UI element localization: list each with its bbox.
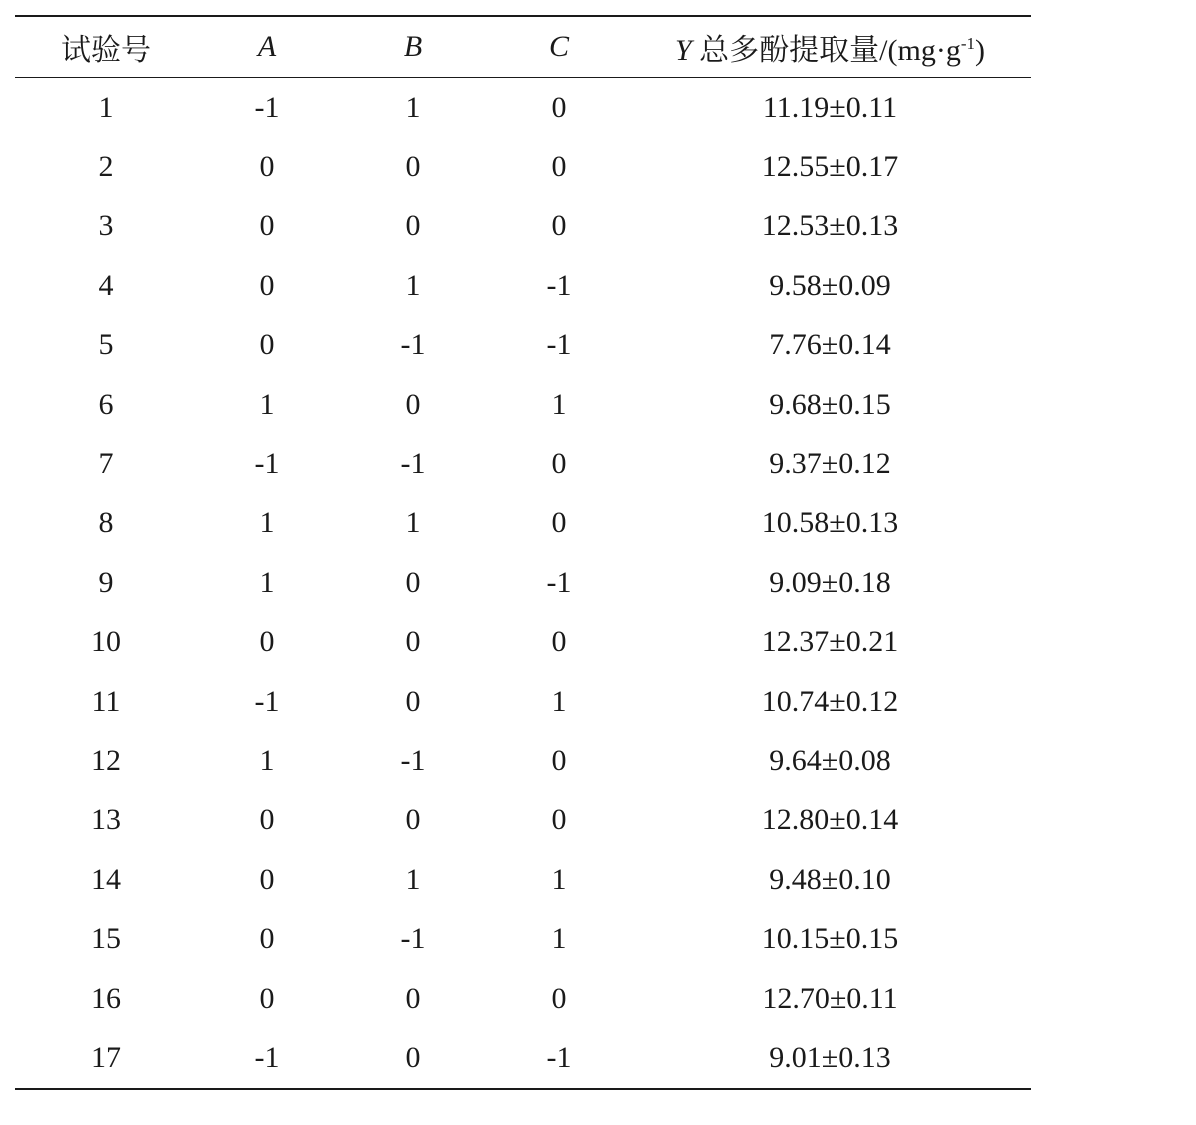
cell-response-y: 12.70±0.11 xyxy=(762,981,898,1015)
cell-run-no: 7 xyxy=(98,447,114,481)
table-body xyxy=(15,78,1031,1089)
cell-factor-a: 1 xyxy=(259,387,275,421)
header-factor-b: B xyxy=(403,30,423,63)
cell-factor-c: 1 xyxy=(551,684,567,718)
cell-factor-a: 0 xyxy=(259,625,275,659)
cell-factor-b: 1 xyxy=(405,862,421,896)
cell-run-no: 17 xyxy=(91,1040,121,1074)
cell-factor-c: 0 xyxy=(551,447,567,481)
header-y-label: 总多酚提取量/(mg·g xyxy=(691,34,961,67)
cell-run-no: 1 xyxy=(98,90,114,124)
cell-factor-b: -1 xyxy=(400,922,426,956)
cell-factor-a: 1 xyxy=(259,743,275,777)
cell-factor-c: 0 xyxy=(551,209,567,243)
cell-factor-b: 0 xyxy=(405,150,421,184)
table-row xyxy=(15,672,1031,731)
cell-run-no: 8 xyxy=(98,506,114,540)
cell-factor-a: -1 xyxy=(254,684,280,718)
cell-factor-a: 0 xyxy=(259,150,275,184)
cell-factor-a: 1 xyxy=(259,565,275,599)
cell-factor-a: 0 xyxy=(259,328,275,362)
header-row xyxy=(15,16,1031,78)
cell-factor-a: -1 xyxy=(254,447,280,481)
results-table xyxy=(15,15,1031,1090)
cell-factor-a: 0 xyxy=(259,862,275,896)
cell-response-y: 12.80±0.14 xyxy=(761,803,899,837)
cell-run-no: 16 xyxy=(91,981,121,1015)
cell-factor-b: 0 xyxy=(405,1040,421,1074)
table-row xyxy=(15,553,1031,612)
table-row xyxy=(15,850,1031,909)
cell-factor-c: 1 xyxy=(551,922,567,956)
header-factor-a: A xyxy=(257,30,277,63)
cell-factor-a: 0 xyxy=(259,268,275,302)
cell-run-no: 9 xyxy=(98,565,114,599)
cell-response-y: 12.53±0.13 xyxy=(761,209,899,243)
cell-factor-b: 0 xyxy=(405,565,421,599)
table-header xyxy=(15,16,1031,78)
cell-factor-b: 0 xyxy=(405,625,421,659)
cell-response-y: 10.15±0.15 xyxy=(761,922,899,956)
cell-factor-a: -1 xyxy=(254,90,280,124)
table-row xyxy=(15,434,1031,493)
table-row xyxy=(15,197,1031,256)
cell-factor-a: 0 xyxy=(259,981,275,1015)
cell-factor-c: 0 xyxy=(551,981,567,1015)
cell-factor-c: -1 xyxy=(546,268,572,302)
cell-factor-b: 1 xyxy=(405,506,421,540)
cell-response-y: 9.58±0.09 xyxy=(769,268,891,302)
cell-run-no: 5 xyxy=(98,328,114,362)
table-row xyxy=(15,1028,1031,1088)
cell-factor-c: 0 xyxy=(551,625,567,659)
cell-run-no: 14 xyxy=(91,862,121,896)
cell-factor-b: -1 xyxy=(400,328,426,362)
cell-run-no: 12 xyxy=(91,743,121,777)
table-row xyxy=(15,494,1031,553)
cell-factor-b: -1 xyxy=(400,743,426,777)
cell-response-y: 12.37±0.21 xyxy=(761,625,899,659)
cell-factor-b: 0 xyxy=(405,387,421,421)
results-table-container xyxy=(15,15,1031,1090)
table-row xyxy=(15,137,1031,196)
cell-run-no: 2 xyxy=(98,150,114,184)
header-y-superscript: -1 xyxy=(960,34,975,53)
cell-run-no: 3 xyxy=(98,209,114,243)
cell-factor-b: 1 xyxy=(405,90,421,124)
cell-factor-b: -1 xyxy=(400,447,426,481)
header-response-y xyxy=(629,16,1031,78)
cell-factor-a: 0 xyxy=(259,922,275,956)
cell-factor-c: 1 xyxy=(551,862,567,896)
cell-response-y: 11.19±0.11 xyxy=(762,90,898,124)
table-row xyxy=(15,316,1031,375)
cell-response-y: 12.55±0.17 xyxy=(761,150,899,184)
cell-response-y: 9.68±0.15 xyxy=(769,387,891,421)
cell-factor-b: 0 xyxy=(405,803,421,837)
table-row xyxy=(15,613,1031,672)
cell-factor-a: 0 xyxy=(259,209,275,243)
cell-response-y: 9.09±0.18 xyxy=(769,565,891,599)
cell-response-y: 9.37±0.12 xyxy=(769,447,891,481)
cell-factor-c: 0 xyxy=(551,150,567,184)
cell-factor-c: -1 xyxy=(546,328,572,362)
cell-factor-c: -1 xyxy=(546,565,572,599)
header-y-close: ) xyxy=(975,34,985,67)
cell-run-no: 15 xyxy=(91,922,121,956)
cell-run-no: 11 xyxy=(91,684,121,718)
table-row xyxy=(15,256,1031,315)
cell-run-no: 13 xyxy=(91,803,121,837)
cell-response-y: 10.74±0.12 xyxy=(761,684,899,718)
table-row xyxy=(15,791,1031,850)
header-y-variable: Y xyxy=(674,34,692,67)
cell-run-no: 6 xyxy=(98,387,114,421)
cell-factor-c: 0 xyxy=(551,506,567,540)
table-row xyxy=(15,375,1031,434)
cell-run-no: 10 xyxy=(91,625,121,659)
header-factor-c: C xyxy=(548,30,569,63)
cell-factor-b: 0 xyxy=(405,684,421,718)
table-row xyxy=(15,969,1031,1028)
cell-factor-c: 0 xyxy=(551,90,567,124)
cell-factor-c: 0 xyxy=(551,743,567,777)
cell-response-y: 9.64±0.08 xyxy=(769,743,891,777)
cell-response-y: 9.48±0.10 xyxy=(769,862,891,896)
cell-factor-c: 0 xyxy=(551,803,567,837)
cell-factor-a: -1 xyxy=(254,1040,280,1074)
header-run-no: 试验号 xyxy=(61,34,151,67)
table-row xyxy=(15,78,1031,138)
cell-response-y: 10.58±0.13 xyxy=(761,506,899,540)
cell-factor-c: 1 xyxy=(551,387,567,421)
cell-factor-b: 1 xyxy=(405,268,421,302)
cell-response-y: 7.76±0.14 xyxy=(769,328,891,362)
cell-response-y: 9.01±0.13 xyxy=(769,1040,891,1074)
cell-factor-a: 0 xyxy=(259,803,275,837)
cell-factor-a: 1 xyxy=(259,506,275,540)
table-row xyxy=(15,909,1031,968)
cell-factor-b: 0 xyxy=(405,981,421,1015)
cell-factor-b: 0 xyxy=(405,209,421,243)
cell-run-no: 4 xyxy=(98,268,114,302)
cell-factor-c: -1 xyxy=(546,1040,572,1074)
table-row xyxy=(15,731,1031,790)
